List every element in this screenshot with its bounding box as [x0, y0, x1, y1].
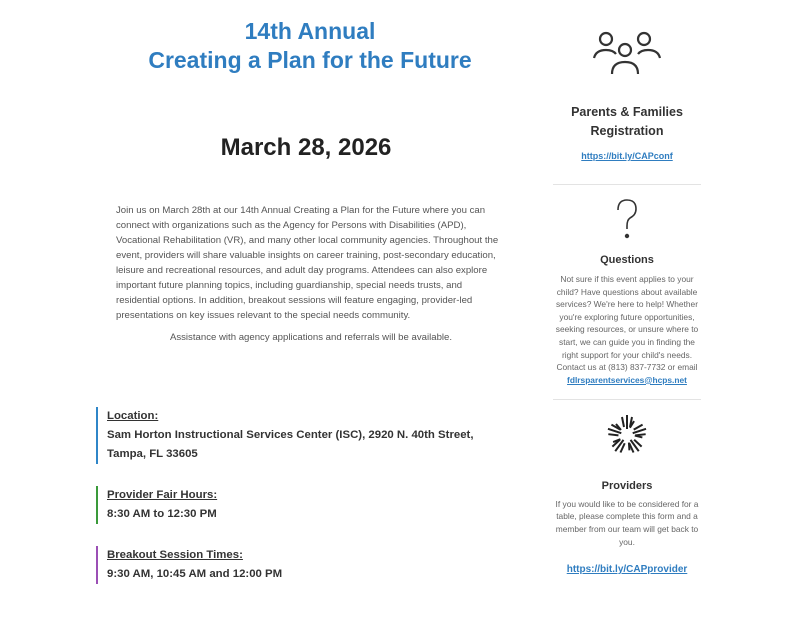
- assistance-note: Assistance with agency applications and referrals will be available.: [169, 332, 453, 343]
- question-icon: [612, 198, 642, 240]
- divider: [553, 399, 701, 400]
- divider: [553, 184, 701, 185]
- questions-title: Questions: [600, 254, 654, 266]
- location-heading: Location:: [107, 410, 159, 422]
- fair-hours-heading: Provider Fair Hours:: [107, 489, 218, 501]
- breakout-block: [96, 546, 506, 584]
- providers-text: If you would like to be considered for a table, please complete this form and a member from our team will get back to you.: [555, 498, 699, 547]
- breakout-text: 9:30 AM, 10:45 AM and 12:00 PM: [107, 568, 283, 580]
- registration-title: Parents & Families Registration: [571, 105, 683, 138]
- breakout-heading: Breakout Session Times:: [107, 549, 243, 561]
- title-line-2: Creating a Plan for the Future: [148, 47, 472, 73]
- providers-card: [553, 412, 701, 577]
- title-line-1: 14th Annual: [244, 18, 376, 44]
- page-title: [60, 17, 560, 75]
- registration-card: [553, 30, 701, 164]
- registration-link[interactable]: https://bit.ly/CAPconf: [581, 151, 673, 161]
- fair-hours-text: 8:30 AM to 12:30 PM: [107, 508, 217, 520]
- people-icon: [592, 30, 662, 76]
- provider-link[interactable]: https://bit.ly/CAPprovider: [566, 564, 688, 576]
- location-block: [96, 407, 506, 464]
- main-column: [96, 17, 526, 584]
- questions-card: [553, 198, 701, 387]
- sidebar: [553, 30, 701, 577]
- intro-paragraph: Join us on March 28th at our 14th Annual Creating a Plan for the Future where you can connect with organizations such as the Agency for Persons with Disabilities (APD), Vocational Rehabilitation (VR), and many other local community agencies. Throughout the event, providers will share valuable insights on career training, post-secondary education, leisure and recreational resources, and adult day programs. Attendees can also explore important future planning topics, including guardianship, special needs trusts, and residential options. In addition, breakout sessions will feature engaging, provider-led presentations on key issues relevant to the special needs community.: [116, 205, 499, 321]
- email-link[interactable]: fdlrsparentservices@hcps.net: [567, 374, 687, 385]
- event-date: March 28, 2026: [220, 134, 392, 161]
- providers-title: Providers: [601, 479, 653, 492]
- fair-hours-block: [96, 486, 506, 524]
- questions-text: Not sure if this event applies to your child? Have questions about available services? We're here to help! Whether you're exploring future opportunities, seeking resources, or unsure where to start, we can guide you in finding the right support for your child's needs. Contact us at (813) 837-7732 or email: [555, 274, 699, 373]
- hands-icon: [597, 412, 657, 458]
- location-text: Sam Horton Instructional Services Center (ISC), 2920 N. 40th Street, Tampa, FL 33605: [107, 429, 474, 460]
